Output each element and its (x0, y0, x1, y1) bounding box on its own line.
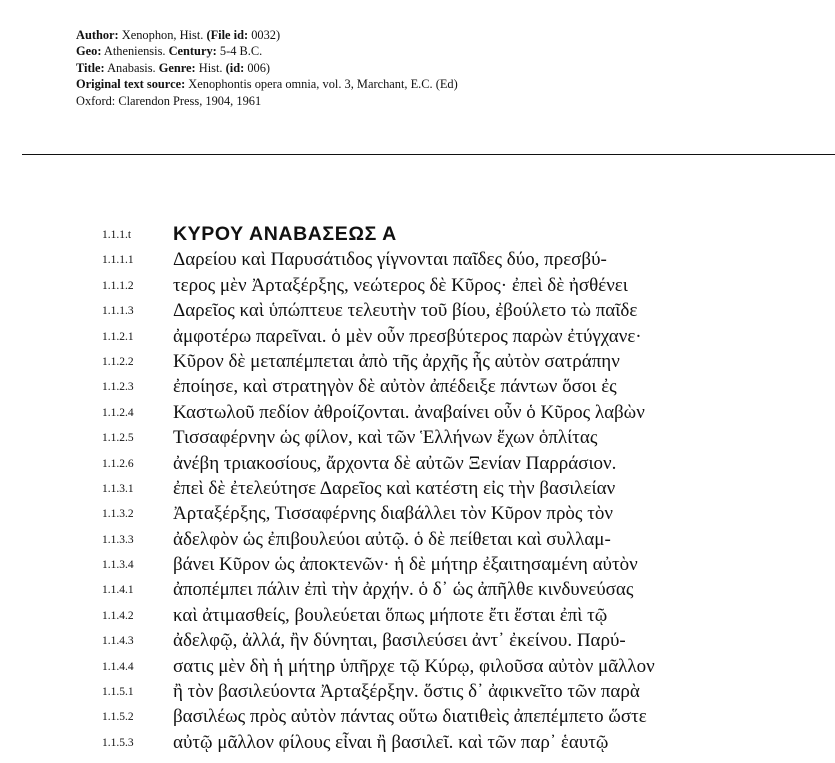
century-value: 5-4 B.C. (216, 44, 263, 59)
text-line-row (0, 654, 835, 679)
text-line: ἀποπέμπει πάλιν ἐπὶ τὴν ἀρχήν. ὁ δ᾽ ὡς ἀπῆλθε κινδυνεύσας (173, 579, 634, 601)
text-line: ἀνέβη τριακοσίους, ἄρχοντα δὲ αὐτῶν Ξενίαν Παρράσιον. (173, 452, 617, 474)
text-line-row (0, 476, 835, 501)
line-reference: 1.1.1.2 (102, 279, 134, 292)
text-line: ἀδελφὸν ὡς ἐπιβουλεύοι αὐτῷ. ὁ δὲ πείθεται καὶ συλλαμ- (173, 528, 611, 550)
text-line-row (0, 527, 835, 552)
text-line: Δαρείου καὶ Παρυσάτιδος γίγνονται παῖδες δύο, πρεσβύ- (173, 249, 607, 271)
line-reference: 1.1.2.6 (102, 457, 134, 470)
text-line: σατις μὲν δὴ ἡ μήτηρ ὑπῆρχε τῷ Κύρῳ, φιλοῦσα αὐτὸν μᾶλλον (173, 655, 655, 677)
text-line-row (0, 400, 835, 425)
text-line: βασιλέως πρὸς αὐτὸν πάντας οὕτω διατιθεὶς ἀπεπέμπετο ὥστε (173, 706, 647, 728)
text-line-row (0, 730, 835, 755)
geo-label: Geo: (76, 44, 102, 59)
line-reference: 1.1.3.1 (102, 482, 134, 495)
text-line-row (0, 247, 835, 272)
text-line-row (0, 628, 835, 653)
text-line-row (0, 704, 835, 729)
id-value: 006) (244, 60, 271, 75)
text-lines (0, 247, 835, 755)
text-line-row (0, 451, 835, 476)
text-line: αὐτῷ μᾶλλον φίλους εἶναι ἢ βασιλεῖ. καὶ τῶν παρ᾽ ἑαυτῷ (173, 731, 609, 753)
line-reference: 1.1.2.3 (102, 381, 134, 394)
geo-value: Atheniensis. (101, 44, 169, 59)
source-value: Xenophontis opera omnia, vol. 3, Marchant, E.C. (Ed) (185, 77, 458, 92)
text-line: ἐπεὶ δὲ ἐτελεύτησε Δαρεῖος καὶ κατέστη εἰς τὴν βασιλείαν (173, 477, 616, 499)
metadata-publisher-line: Oxford: Clarendon Press, 1904, 1961 (76, 93, 262, 108)
metadata-title-line (76, 60, 458, 76)
text-line: καὶ ἀτιμασθείς, βουλεύεται ὅπως μήποτε ἔτι ἔσται ἐπὶ τῷ (173, 604, 608, 626)
text-line: Τισσαφέρνην ὡς φίλον, καὶ τῶν Ἑλλήνων ἔχων ὁπλίτας (173, 427, 598, 449)
line-reference: 1.1.2.5 (102, 432, 134, 445)
genre-value: Hist. (195, 60, 226, 75)
line-reference: 1.1.1.3 (102, 305, 134, 318)
text-line: βάνει Κῦρον ὡς ἀποκτενῶν· ἡ δὲ μήτηρ ἐξαιτησαμένη αὐτὸν (173, 554, 638, 576)
text-line: Δαρεῖος καὶ ὑπώπτευε τελευτὴν τοῦ βίου, ἐβούλετο τὼ παῖδε (173, 300, 638, 322)
text-line-row (0, 349, 835, 374)
line-reference: 1.1.5.3 (102, 736, 134, 749)
section-heading: ΚΥΡΟΥ ΑΝΑΒΑΣΕΩΣ Α (173, 223, 397, 245)
greek-text-body (0, 222, 835, 755)
text-line-row (0, 603, 835, 628)
author-label: Author: (76, 28, 119, 42)
text-line: ἢ τὸν βασιλεύοντα Ἀρταξέρξην. ὅστις δ᾽ ἀφικνεῖτο τῶν παρὰ (173, 681, 640, 703)
text-line-row (0, 374, 835, 399)
text-line-row (0, 425, 835, 450)
title-value: Anabasis. (104, 60, 159, 75)
text-line-row (0, 501, 835, 526)
line-reference: 1.1.3.4 (102, 559, 134, 572)
horizontal-divider (22, 154, 835, 155)
text-line-row (0, 298, 835, 323)
century-label: Century: (168, 44, 217, 59)
line-reference: 1.1.1.1 (102, 254, 134, 267)
heading-row (0, 222, 835, 247)
line-reference: 1.1.3.3 (102, 533, 134, 546)
id-label: (id: (225, 60, 245, 75)
text-line: Ἀρταξέρξης, Τισσαφέρνης διαβάλλει τὸν Κῦρον πρὸς τὸν (173, 503, 613, 525)
line-reference: 1.1.4.1 (102, 584, 134, 597)
text-line: Καστωλοῦ πεδίον ἀθροίζονται. ἀναβαίνει οὖν ὁ Κῦρος λαβὼν (173, 401, 645, 423)
line-reference: 1.1.5.1 (102, 686, 134, 699)
title-label: Title: (76, 60, 105, 75)
line-reference: 1.1.4.4 (102, 660, 134, 673)
text-line-row (0, 679, 835, 704)
line-reference: 1.1.2.2 (102, 355, 134, 368)
text-line: Κῦρον δὲ μεταπέμπεται ἀπὸ τῆς ἀρχῆς ἧς αὐτὸν σατράπην (173, 350, 620, 372)
text-line-row (0, 552, 835, 577)
line-reference: 1.1.1.t (102, 229, 132, 241)
author-value: Xenophon, Hist. (118, 28, 207, 42)
text-line-row (0, 273, 835, 298)
text-line: ἀμφοτέρω παρεῖναι. ὁ μὲν οὖν πρεσβύτερος παρὼν ἐτύγχανε· (173, 325, 642, 347)
metadata-header (76, 27, 458, 109)
text-line: ἐποίησε, καὶ στρατηγὸν δὲ αὐτὸν ἀπέδειξε πάντων ὅσοι ἐς (173, 376, 617, 398)
line-reference: 1.1.2.1 (102, 330, 134, 343)
genre-label: Genre: (158, 60, 196, 75)
text-line-row (0, 577, 835, 602)
line-reference: 1.1.3.2 (102, 508, 134, 521)
metadata-geo-line (76, 43, 458, 59)
line-reference: 1.1.4.3 (102, 635, 134, 648)
metadata-source-line (76, 76, 458, 92)
source-label: Original text source: (76, 77, 186, 92)
fileid-label: (File id: (206, 28, 249, 42)
text-line: τερος μὲν Ἀρταξέρξης, νεώτερος δὲ Κῦρος· ἐπεὶ δὲ ἠσθένει (173, 274, 628, 296)
line-reference: 1.1.4.2 (102, 609, 134, 622)
text-line: ἀδελφῷ, ἀλλά, ἢν δύνηται, βασιλεύσει ἀντ᾽ ἐκείνου. Παρύ- (173, 630, 626, 652)
fileid-value: 0032) (248, 28, 281, 42)
line-reference: 1.1.2.4 (102, 406, 134, 419)
metadata-author-line (76, 27, 458, 43)
line-reference: 1.1.5.2 (102, 711, 134, 724)
text-line-row (0, 324, 835, 349)
